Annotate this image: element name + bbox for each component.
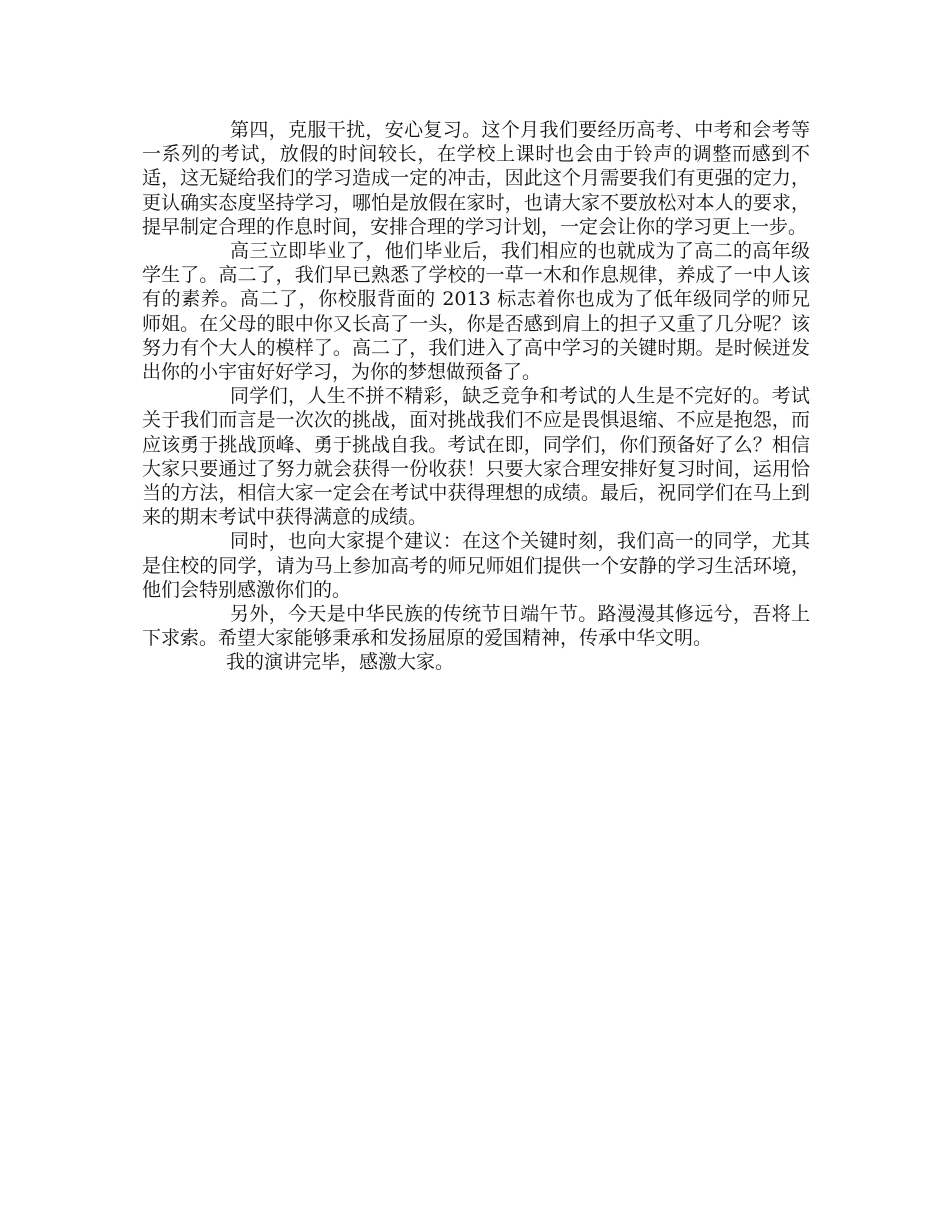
paragraph-overcome-interference: 第四，克服干扰，安心复习。这个月我们要经历高考、中考和会考等一系列的考试，放假的时间较长，在学校上课时也会由于铃声的调整而感到不适，这无疑给我们的学习造成一定的冲击，因此这个月需要我们有更强的定力，更认确实态度坚持学习，哪怕是放假在家时，也请大家不要放松对本人的要求，提早制定合理的作息时间，安排合理的学习计划，一定会让你的学习更上一步。 <box>142 119 810 238</box>
paragraph-senior-graduation: 高三立即毕业了，他们毕业后，我们相应的也就成为了高二的高年级学生了。高二了，我们早已熟悉了学校的一草一木和作息规律，养成了一中人该有的素养。高二了，你校服背面的 2013 标志着你也成为了低年级同学的师兄师姐。在父母的眼中你又长高了一头，你是否感到肩上的担子又重了几分呢？该努力有个大人的模样了。高二了，我们进入了高中学习的关键时期。是时候迸发出你的小宇宙好好学习，为你的梦想做预备了。 <box>142 240 810 384</box>
paragraph-dragon-boat-festival: 另外，今天是中华民族的传统节日端午节。路漫漫其修远兮，吾将上下求索。希望大家能够秉承和发扬屈原的爱国精神，传承中华文明。 <box>142 603 810 650</box>
closing-line: 我的演讲完毕，感激大家。 <box>226 651 455 674</box>
paragraph-exam-challenge: 同学们，人生不拼不精彩，缺乏竞争和考试的人生是不完好的。考试关于我们而言是一次次的挑战，面对挑战我们不应是畏惧退缩、不应是抱怨，而应该勇于挑战顶峰、勇于挑战自我。考试在即，同学们，你们预备好了么？相信大家只要通过了努力就会获得一份收获！只要大家合理安排好复习时间，运用恰当的方法，相信大家一定会在考试中获得理想的成绩。最后，祝同学们在马上到来的期末考试中获得满意的成绩。 <box>142 385 810 529</box>
paragraph-suggestion: 同时，也向大家提个建议：在这个关键时刻，我们高一的同学，尤其是住校的同学，请为马上参加高考的师兄师姐们提供一个安静的学习生活环境，他们会特别感激你们的。 <box>142 530 810 601</box>
speech-body <box>142 118 810 675</box>
